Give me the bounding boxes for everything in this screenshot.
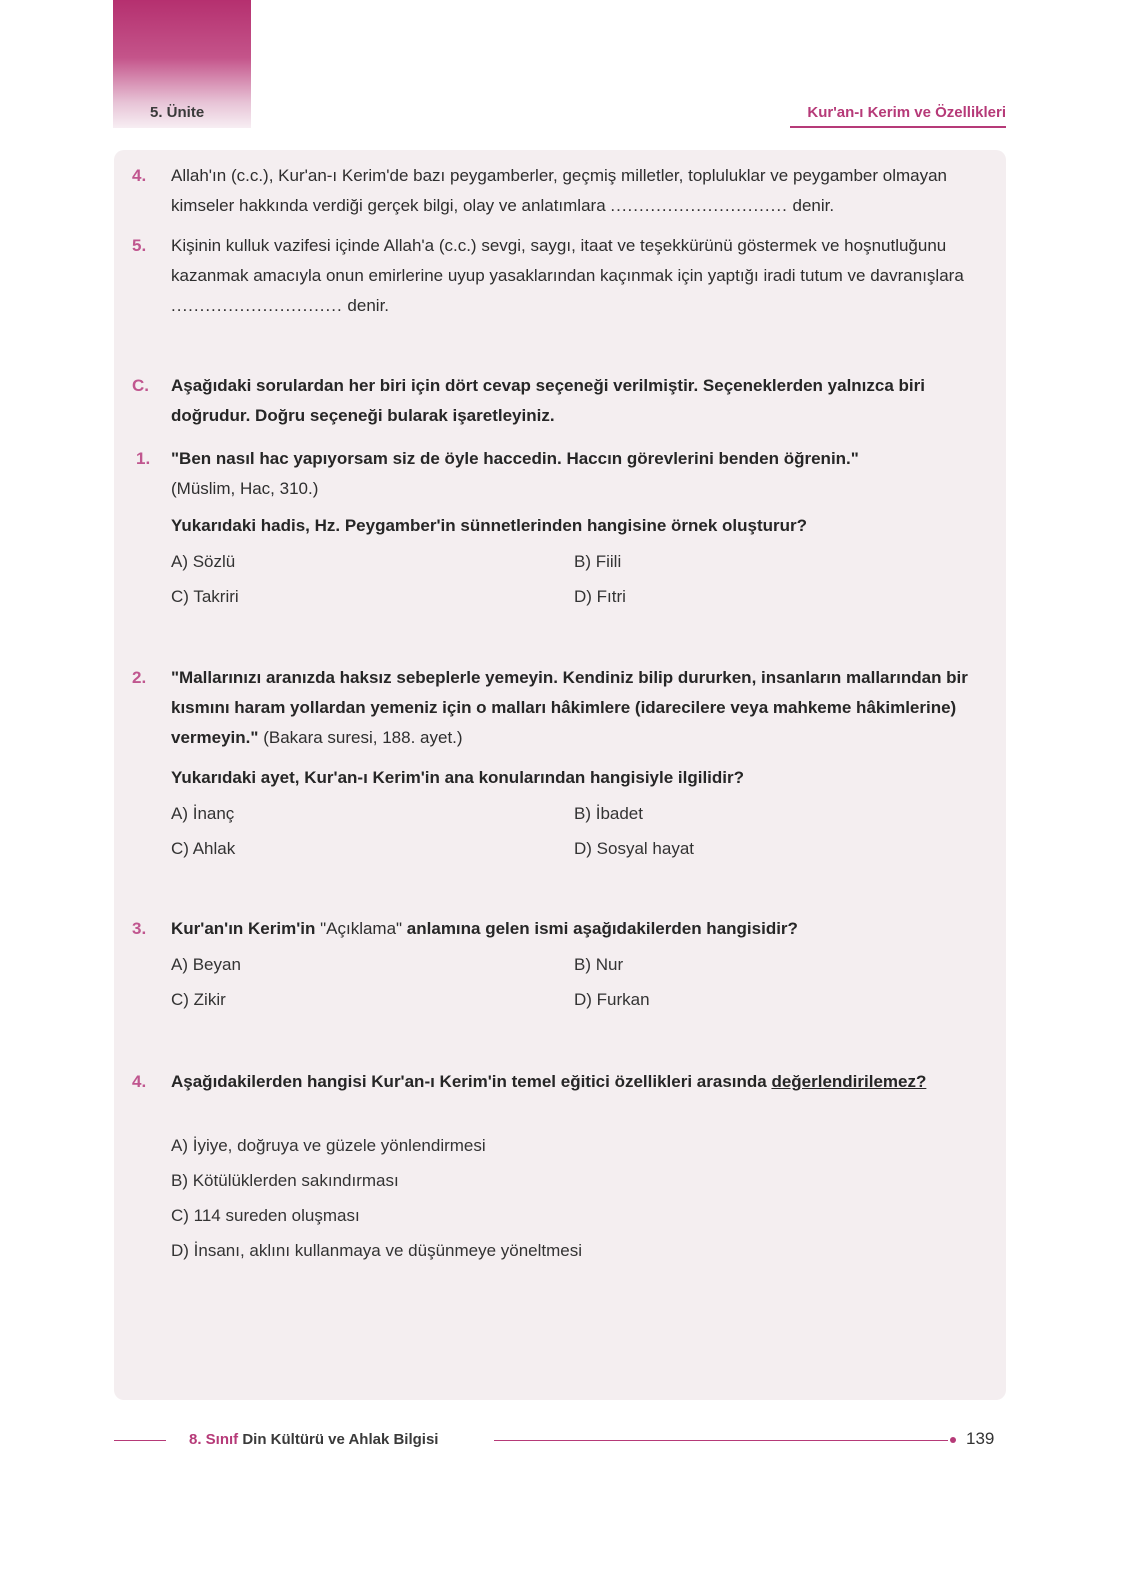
prompt-part: anlamına gelen ismi aşağıdakilerden hangisidir? [402,919,798,938]
prompt-emphasis: değerlendirilemez? [771,1072,927,1091]
question-1 [171,444,993,504]
option-b[interactable]: B) İbadet [574,804,643,823]
hadith-quote: "Ben nasıl hac yapıyorsam siz de öyle haccedin. Haccın görevlerini benden öğrenin." [171,449,859,468]
option-d[interactable]: D) Fıtri [574,587,626,606]
option-a[interactable]: A) Beyan [171,955,241,974]
fill-in-item [171,231,993,321]
option-a[interactable]: A) İyiye, doğruya ve güzele yönlendirmesi [171,1136,486,1155]
option-b[interactable]: B) Fiili [574,552,622,571]
fill-in-text: Kişinin kulluk vazifesi içinde Allah'a (c.c.) sevgi, saygı, itaat ve teşekkürünü göstermek ve hoşnutluğunu kazanmak amacıyla onun emirlerine uyup yasaklarından kaçınmak için yaptığı iradi tutum ve davranışlara [171,236,964,285]
section-instruction: Aşağıdaki sorulardan her biri için dört cevap seçeneği verilmiştir. Seçeneklerden yalnızca biri doğrudur. Doğru seçeneği bularak işaretleyiniz. [171,376,925,425]
unit-label: 5. Ünite [150,104,205,121]
option-c[interactable]: C) 114 sureden oluşması [171,1206,360,1225]
fill-in-text-end: denir. [342,296,390,315]
prompt-part: Kur'an'ın Kerim'in [171,919,321,938]
option-b[interactable]: B) Nur [574,955,624,974]
footer-rule-left [114,1440,166,1441]
footer-dot [950,1437,956,1443]
question-number: 4. [132,1072,147,1091]
question-prompt: Yukarıdaki hadis, Hz. Peygamber'in sünnetlerinden hangisine örnek oluşturur? [171,516,808,535]
quote-source: (Müslim, Hac, 310.) [171,479,319,498]
footer-grade: 8. Sınıf [189,1431,243,1448]
question-number: 3. [132,919,147,938]
footer-book: Din Kültürü ve Ahlak Bilgisi [242,1431,439,1448]
chapter-title: Kur'an-ı Kerim ve Özellikleri [807,104,1006,121]
question-number: 2. [132,668,147,687]
question-prompt [171,1067,993,1097]
option-a[interactable]: A) İnanç [171,804,235,823]
answer-blank[interactable]: ............................... [610,196,788,215]
page-number: 139 [966,1429,995,1448]
quote-source: (Bakara suresi, 188. ayet.) [263,728,463,747]
prompt-term: "Açıklama" [320,919,403,938]
prompt-part: Aşağıdakilerden hangisi Kur'an-ı Kerim'in temel eğitici özellikleri arasında [171,1072,772,1091]
question-2 [171,663,993,753]
option-d[interactable]: D) Furkan [574,990,650,1009]
fill-in-item [171,161,993,221]
fill-in-number: 5. [132,236,147,255]
option-c[interactable]: C) Zikir [171,990,226,1009]
option-d[interactable]: D) İnsanı, aklını kullanmaya ve düşünmeye yöneltmesi [171,1241,583,1260]
question-prompt: Yukarıdaki ayet, Kur'an-ı Kerim'in ana konularından hangisiyle ilgilidir? [171,768,745,787]
footer-book-title [189,1431,438,1448]
option-b[interactable]: B) Kötülüklerden sakındırması [171,1171,399,1190]
verse-quote: "Mallarınızı aranızda haksız sebeplerle yemeyin. Kendiniz bilip dururken, insanların mallarından bir kısmını haram yollardan yemeniz için o malları hâkimlere (idarecilere veya mahkeme hâkimlerine) vermeyin." [171,668,968,747]
question-number: 1. [136,449,151,468]
fill-in-text-end: denir. [787,196,835,215]
fill-in-number: 4. [132,166,147,185]
option-d[interactable]: D) Sosyal hayat [574,839,694,858]
fill-in-text: Allah'ın (c.c.), Kur'an-ı Kerim'de bazı peygamberler, geçmiş milletler, topluluklar ve peygamber olmayan kimseler hakkında verdiği gerçek bilgi, olay ve anlatımlara [171,166,948,215]
option-a[interactable]: A) Sözlü [171,552,236,571]
footer-rule-right [494,1440,948,1441]
option-c[interactable]: C) Takriri [171,587,239,606]
option-c[interactable]: C) Ahlak [171,839,236,858]
question-prompt [171,914,993,944]
chapter-underline [790,126,1006,128]
section-letter: C. [132,376,149,395]
answer-blank[interactable]: .............................. [171,296,343,315]
